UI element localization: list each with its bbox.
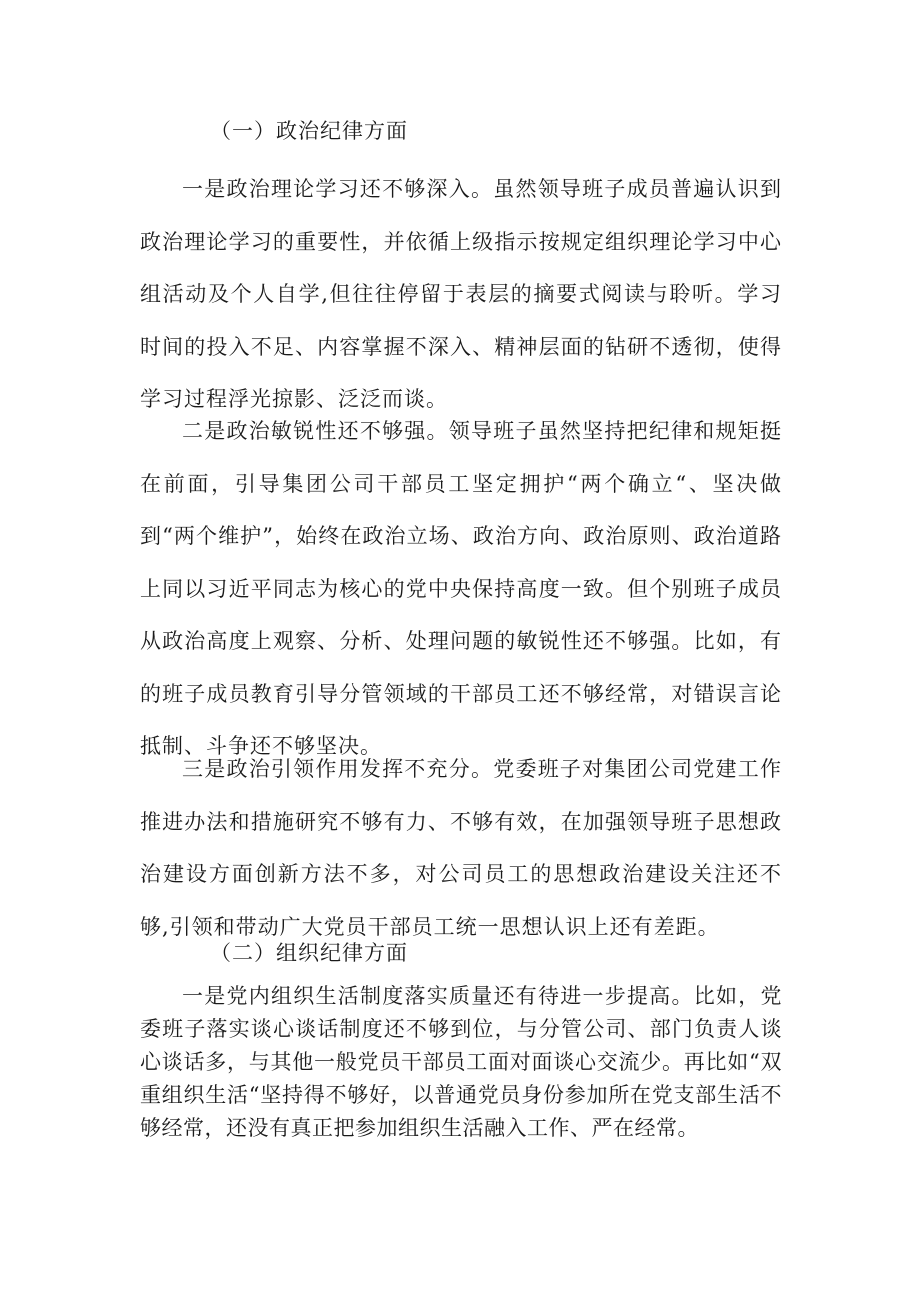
paragraph-political-leadership: 三是政治引领作用发挥不充分。党委班子对集团公司党建工作推进办法和措施研究不够有力、不够有效，在加强领导班子思想政治建设方面创新方法不多，对公司员工的思想政治建设关注还不够,引领和带动广大党员干部员工统一思想认识上还有差距。 [140,757,782,939]
section-heading-political-discipline: （一）政治纪律方面 [210,119,408,143]
paragraph-theory-study: 一是政治理论学习还不够深入。虽然领导班子成员普遍认识到政治理论学习的重要性，并依循上级指示按规定组织理论学习中心组活动及个人自学,但往往停留于表层的摘要式阅读与聆听。学习时间的投入不足、内容掌握不深入、精神层面的钻研不透彻，使得学习过程浮光掠影、泛泛而谈。 [140,177,782,411]
section-heading-organizational-discipline: （二）组织纪律方面 [210,941,408,965]
paragraph-organizational-life: 一是党内组织生活制度落实质量还有待进一步提高。比如，党委班子落实谈心谈话制度还不够到位，与分管公司、部门负责人谈心谈话多，与其他一般党员干部员工面对面谈心交流少。再比如“双重组织生活“坚持得不够好，以普通党员身份参加所在党支部生活不够经常，还没有真正把参加组织生活融入工作、严在经常。 [140,984,782,1140]
paragraph-political-sensitivity: 二是政治敏锐性还不够强。领导班子虽然坚持把纪律和规矩挺在前面，引导集团公司干部员工坚定拥护“两个确立“、坚决做到“两个维护”，始终在政治立场、政治方向、政治原则、政治道路上同以习近平同志为核心的党中央保持高度一致。但个别班子成员从政治高度上观察、分析、处理问题的敏锐性还不够强。比如，有的班子成员教育引导分管领域的干部员工还不够经常，对错误言论抵制、斗争还不够坚决。 [140,419,782,758]
